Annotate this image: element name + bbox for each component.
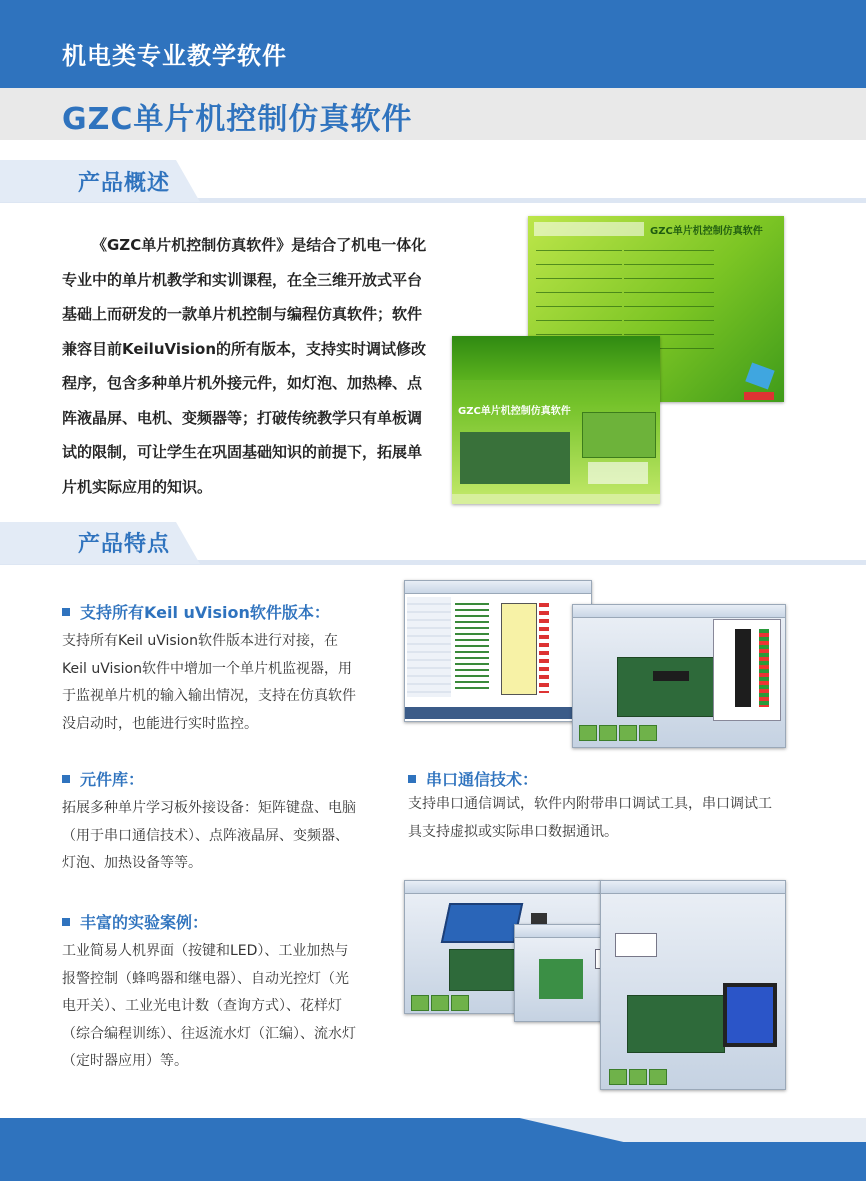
tool-thumb-icon (579, 725, 597, 741)
features-heading: 产品特点 (78, 532, 171, 557)
login-screenshot (452, 336, 660, 504)
feature-title-serial: 串口通信技术： (408, 767, 538, 790)
bullet-square-icon (62, 918, 70, 926)
feature-body-serial: 支持串口通信调试，软件内附带串口调试工具，串口调试工具支持虚拟或实际串口数据通讯。 (408, 796, 772, 840)
simulation-3d-screenshot (572, 604, 786, 748)
tool-thumb-icon (619, 725, 637, 741)
feature-body-library: 拓展多种单片学习板外接设备：矩阵键盘、电脑（用于串口通信技术）、点阵液晶屏、变频器、灯泡、加热设备等等。 (62, 800, 356, 871)
keil-screenshot (404, 580, 592, 722)
feature-title-cases: 丰富的实验案例： (62, 910, 208, 933)
category-label: 机电类专业教学软件 (62, 42, 287, 70)
feature-title-keil: 支持所有Keil uVision软件版本： (62, 600, 330, 623)
overview-text: 《GZC单片机控制仿真软件》是结合了机电一体化专业中的单片机教学和实训课程，在全三维开放式平台基础上而研发的一款单片机控制与编程仿真软件；软件兼容目前KeiluVision的所有版本，支持实时调试修改程序，包含多种单片机外接元件，如灯泡、加热棒、点阵液晶屏、电机、变频器等；打破传统教学只有单板调试的限制，可让学生在巩固基础知识的前提下，拓展单片机实际应用的知识。 (62, 236, 427, 496)
login-title: GZC单片机控制仿真软件 (458, 406, 571, 417)
bullet-square-icon (62, 775, 70, 783)
overview-heading: 产品概述 (78, 171, 171, 196)
bullet-square-icon (62, 608, 70, 616)
feature-body-cases: 工业简易人机界面（按键和LED）、工业加热与报警控制（蜂鸣器和继电器）、自动光控灯（光电开关）、工业光电计数（查询方式）、花样灯（综合编程训练）、往返流水灯（汇编）、流水灯（定时器应用）等。 (62, 943, 356, 1069)
tool-thumb-icon (599, 725, 617, 741)
tool-thumb-icon (639, 725, 657, 741)
bullet-square-icon (408, 775, 416, 783)
page-title: GZC单片机控制仿真软件 (62, 102, 413, 137)
case-menu-title: GZC单片机控制仿真软件 (650, 226, 763, 237)
feature-body-keil: 支持所有Keil uVision软件版本进行对接，在Keil uVision软件中增加一个单片机监视器，用于监视单片机的输入输出情况，支持在仿真软件没启动时，也能进行实时监控。 (62, 633, 356, 732)
lcd-screenshot (600, 880, 786, 1090)
feature-title-library: 元件库： (62, 767, 144, 790)
